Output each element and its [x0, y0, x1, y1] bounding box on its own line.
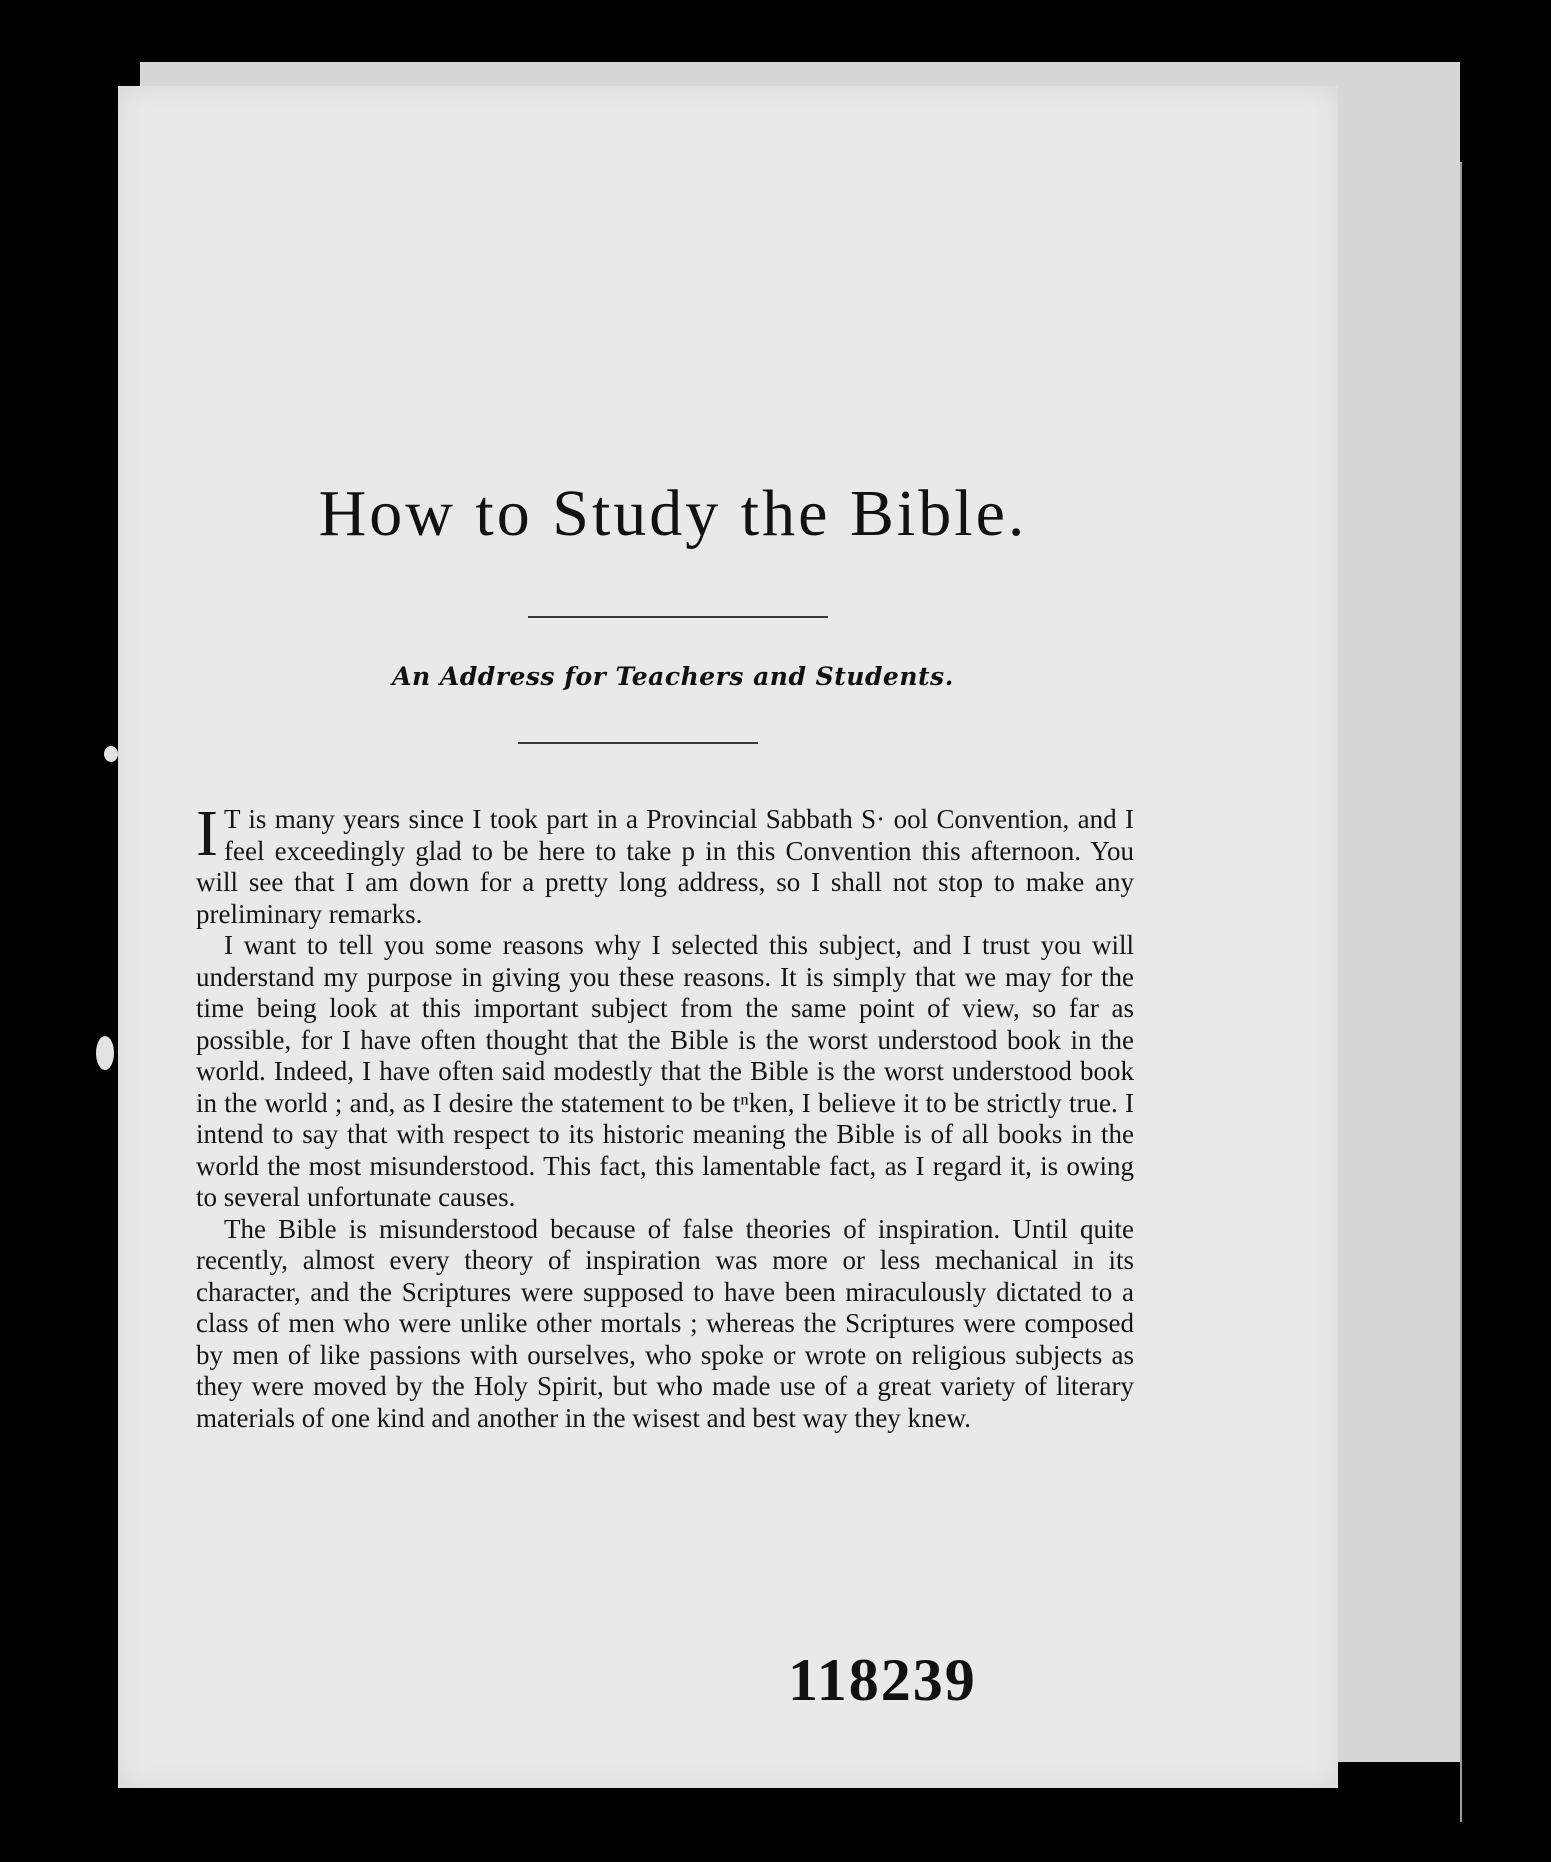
body-text [196, 797, 1134, 1434]
page-subtitle: An Address for Teachers and Students. [392, 662, 954, 691]
margin-mark [96, 1036, 114, 1070]
paragraph: The Bible is misunderstood because of false theories of inspiration. Until quite recently, almost every theory of inspiration was more or less mechanical in its character, and the Scriptures were supposed to have been miraculously dictated to a class of men who were unlike other mortals ; whereas the Scriptures were composed by men of like passions with ourselves, who spoke or wrote on religious subjects as they were moved by the Holy Spirit, but who made use of a great variety of literary materials of one kind and another in the wisest and best way they knew. [196, 1213, 1134, 1433]
drop-cap: I [196, 797, 218, 870]
margin-mark [104, 746, 118, 762]
page-title: How to Study the Bible. [318, 477, 1028, 550]
document-page [118, 86, 1338, 1788]
catalog-number: 118239 [788, 1647, 977, 1713]
paragraph [196, 797, 1134, 930]
paragraph-text: T is many years since I took part in a Provincial Sabbath S· ool Convention, and I feel exceedingly glad to be here to take p in this Convention this afternoon. You will see that I am down for a pretty long address, so I shall not stop to make any preliminary remarks. [196, 804, 1134, 929]
paragraph: I want to tell you some reasons why I selected this subject, and I trust you will understand my purpose in giving you these reasons. It is simply that we may for the time being look at this important subject from the same point of view, so far as possible, for I have often thought that the Bible is the worst understood book in the world. Indeed, I have often said modestly that the Bible is the worst understood book in the world ; and, as I desire the statement to be tⁿken, I believe it to be strictly true. I intend to say that with respect to its historic meaning the Bible is of all books in the world the most misunderstood. This fact, this lamentable fact, as I regard it, is owing to several unfortunate causes. [196, 930, 1134, 1212]
subtitle-rule [518, 742, 758, 744]
title-rule [528, 616, 828, 618]
sheet-edge [1460, 162, 1462, 1822]
